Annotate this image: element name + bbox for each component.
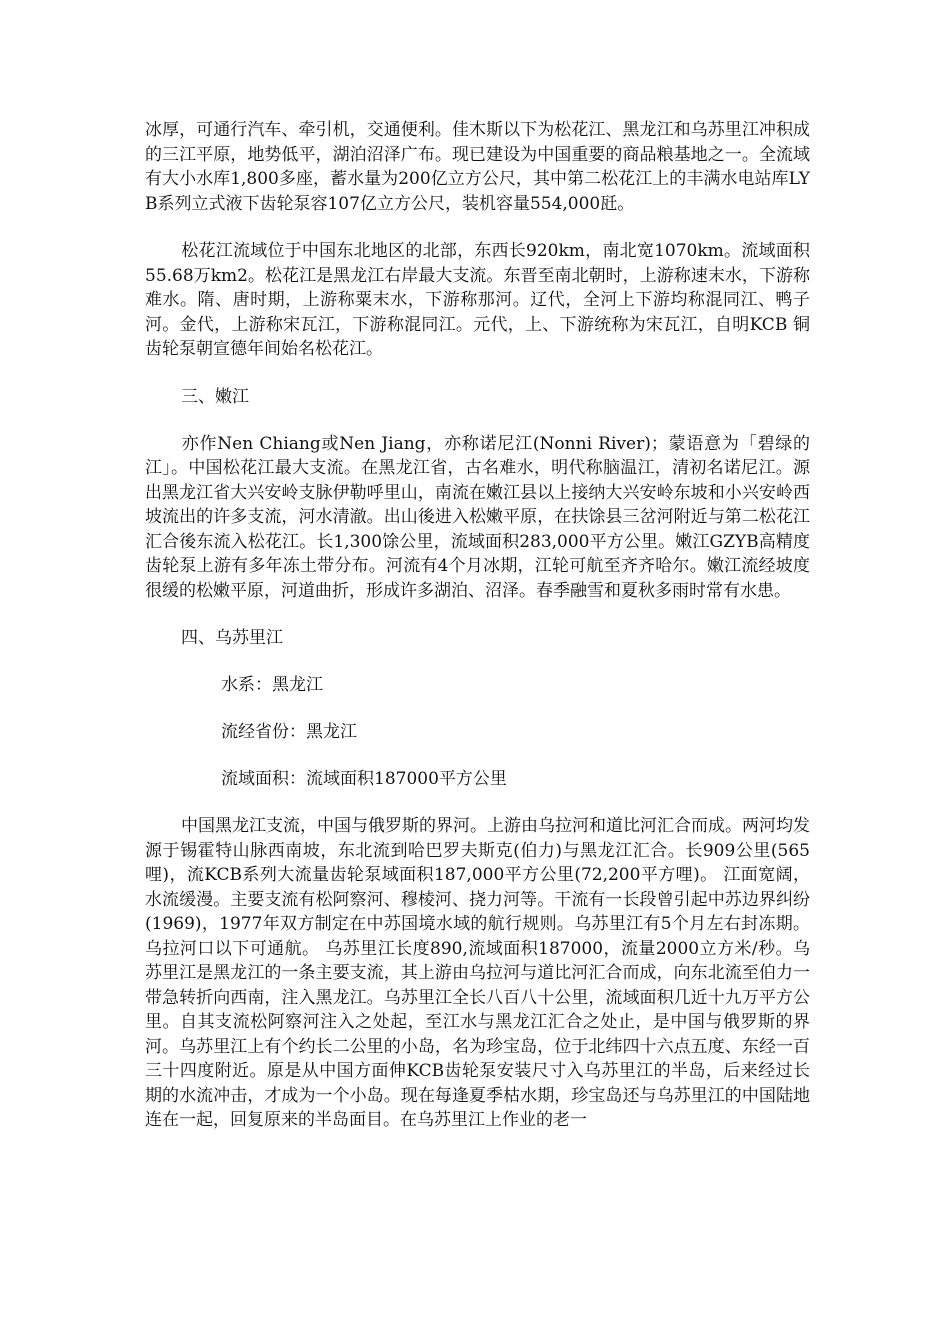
meta-province: 流经省份：黑龙江	[221, 722, 357, 742]
meta-basin-area: 流域面积：流域面积187000平方公里	[221, 769, 507, 789]
paragraph-wusuli-text: 中国黑龙江支流，中国与俄罗斯的界河。上游由乌拉河和道比河汇合而成。两河均发源于锡霍特山脉西南坡，东北流到哈巴罗夫斯克(伯力)与黑龙江汇合。长909公里(565哩)，流KCB系列大流量齿轮泵域面积187,000平方公里(72,200平方哩)。 江面宽阔，水流缓漫。主要支流有松阿察河、穆棱河、挠力河等。干流有一长段曾引起中苏边界纠纷(1969)，1977年双方制定在中苏国境水域的航行规则。乌苏里江有5个月左右封冻期。乌拉河口以下可通航。 乌苏里江长度890,流域面积187000，流量2000立方米/秒。乌苏里江是黑龙江的一条主要支流，其上游由乌拉河与道比河汇合而成，向东北流至伯力一带急转折向西南，注入黑龙江。乌苏里江全长八百八十公里，流域面积几近十九万平方公里。自其支流松阿察河注入之处起，至江水与黑龙江汇合之处止，是中国与俄罗斯的界河。乌苏里江上有个约长二公里的小岛，名为珍宝岛，位于北纬四十六点五度、东经一百三十四度附近。原是从中国方面伸KCB齿轮泵安装尺寸入乌苏里江的半岛，后来经过长期的水流冲击，才成为一个小岛。现在每逢夏季枯水期，珍宝岛还与乌苏里江的中国陆地连在一起，回复原来的半岛面目。在乌苏里江上作业的老一	[145, 816, 810, 1130]
meta-water-system: 水系：黑龙江	[221, 675, 323, 695]
document-page	[145, 118, 810, 1133]
paragraph-songhua	[145, 239, 810, 362]
heading-nenjiang: 三、嫩江	[181, 386, 249, 407]
paragraph-nenjiang	[145, 432, 810, 604]
paragraph-songhua-text: 松花江流域位于中国东北地区的北部，东西长920km，南北宽1070km。流域面积55.68万km2。松花江是黑龙江右岸最大支流。东晋至南北朝时，上游称速末水，下游称难水。隋、唐时期，上游称粟末水，下游称那河。辽代，全河上下游均称混同江、鸭子河。金代，上游称宋瓦江，下游称混同江。元代，上、下游统称为宋瓦江，自明KCB 铜齿轮泵朝宣德年间始名松花江。	[145, 241, 810, 359]
paragraph-wusuli	[145, 814, 810, 1133]
paragraph-sanjiang: 冰厚，可通行汽车、牵引机，交通便利。佳木斯以下为松花江、黑龙江和乌苏里江冲积成的三江平原，地势低平，湖泊沼泽广布。现已建设为中国重要的商品粮基地之一。全流域有大小水库1,800多座，蓄水量为200亿立方公尺，其中第二松花江上的丰满水电站库LYB系列立式液下齿轮泵容107亿立方公尺，装机容量554,000瓩。	[145, 120, 810, 214]
heading-wusuli: 四、乌苏里江	[181, 628, 283, 648]
paragraph-nenjiang-text: 亦作Nen Chiang或Nen Jiang，亦称诺尼江(Nonni River)；蒙语意为「碧绿的江」。中国松花江最大支流。在黑龙江省，古名难水，明代称脑温江，清初名诺尼江。源出黑龙江省大兴安岭支脉伊勒呼里山，南流在嫩江县以上接纳大兴安岭东坡和小兴安岭西坡流出的许多支流，河水清澈。出山後进入松嫩平原，在扶馀县三岔河附近与第二松花江汇合後东流入松花江。长1,300馀公里，流域面积283,000平方公里。嫩江GZYB高精度齿轮泵上游有多年冻土带分布。河流有4个月冰期，江轮可航至齐齐哈尔。嫩江流经坡度很缓的松嫩平原，河道曲折，形成许多湖泊、沼泽。春季融雪和夏秋多雨时常有水患。	[145, 433, 810, 601]
